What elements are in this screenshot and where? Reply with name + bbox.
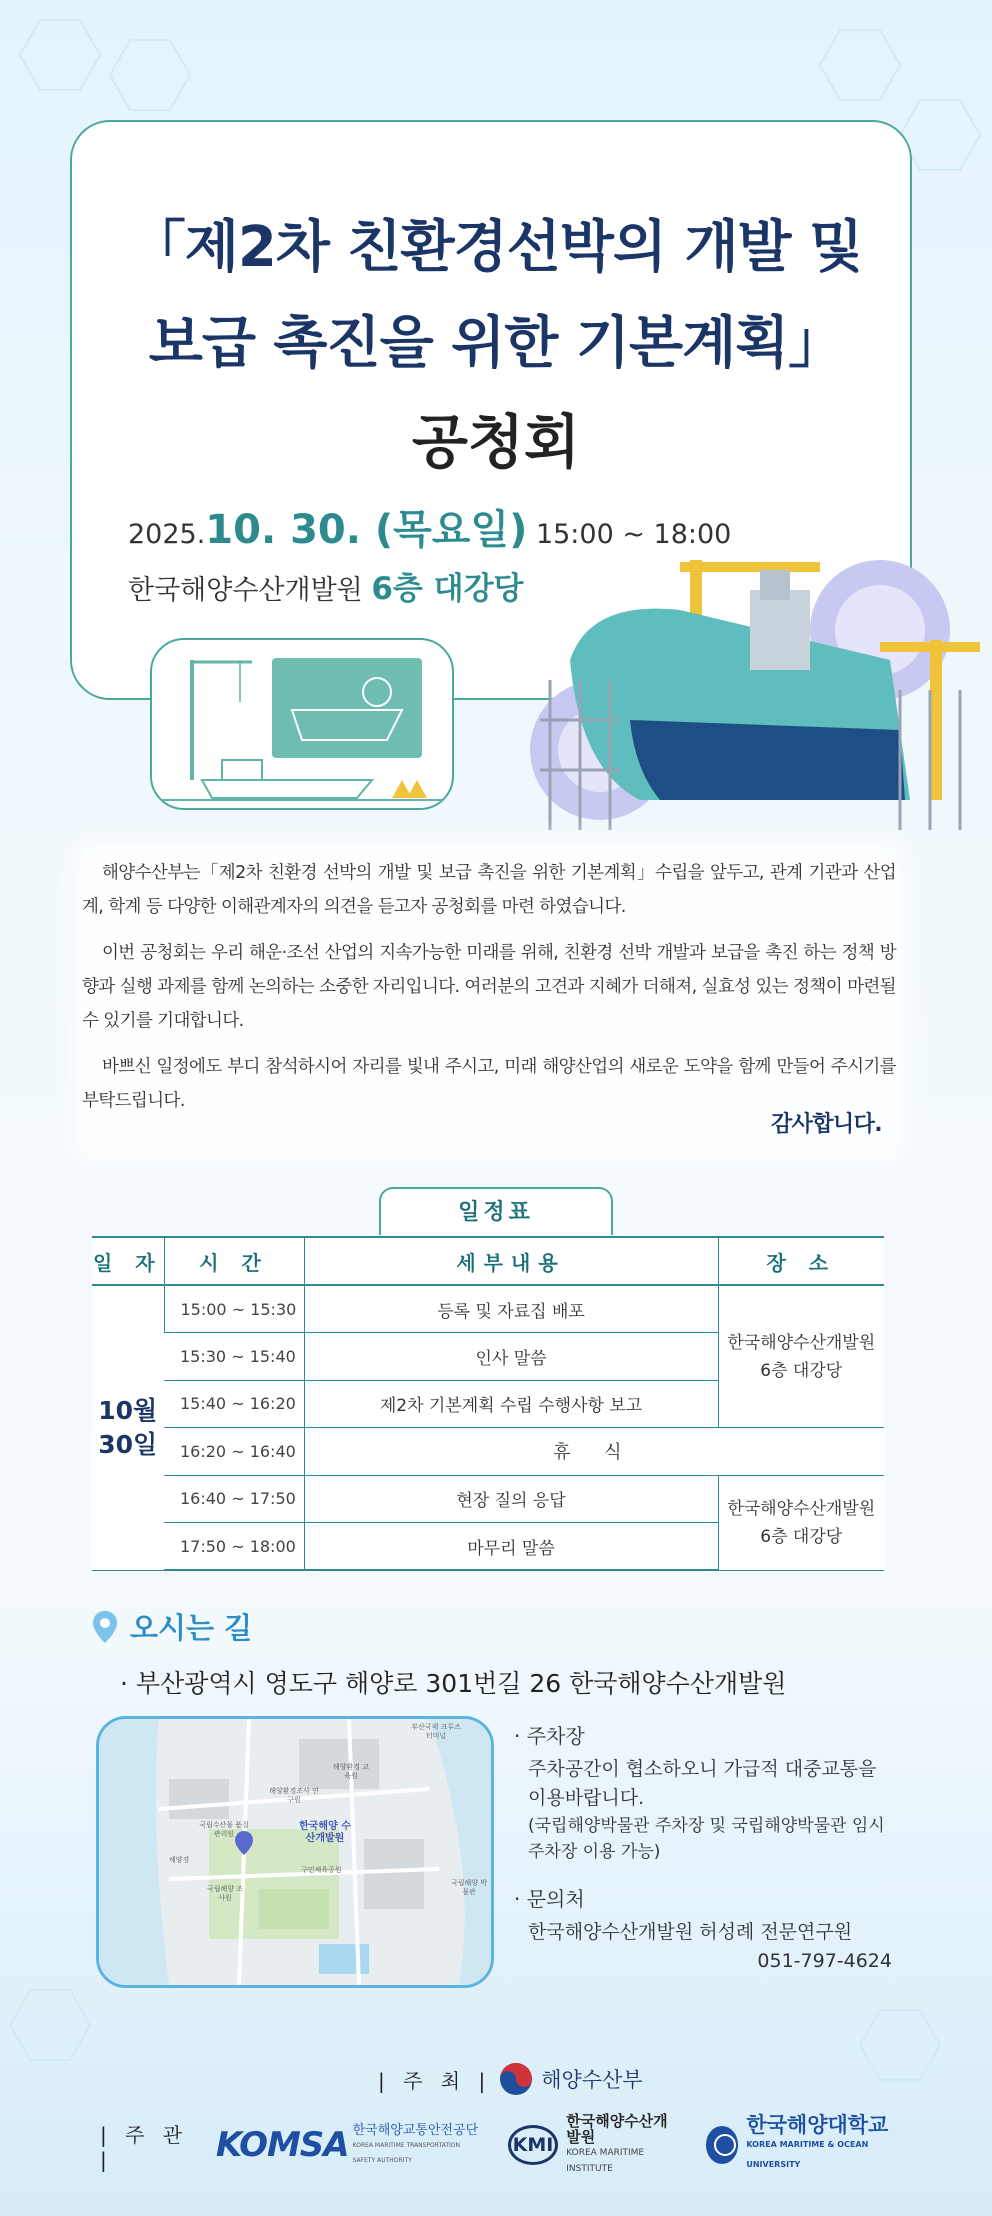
host-org: 해양수산부 xyxy=(541,2068,643,2092)
schedule-date xyxy=(92,1285,164,1570)
place-hall: 6층 대강당 xyxy=(760,1360,843,1381)
row-time: 16:20 ~ 16:40 xyxy=(164,1428,304,1476)
parking-note: (국립해양박물관 주차장 및 국립해양박물관 임시 주차장 이용 가능) xyxy=(528,1816,885,1862)
place-hall: 6층 대강당 xyxy=(760,1526,843,1547)
kmi-mark: KMI xyxy=(508,2125,558,2165)
intro-paragraph-2: 이번 공청회는 우리 해운·조선 산업의 지속가능한 미래를 위해, 친환경 선박 개발과 보급을 촉진 하는 정책 방향과 실행 과제를 함께 논의하는 소중한 자리입니다. 여러분의 고견과 지혜가 더해져, 실효성 있는 정책이 마련될 수 있기를 기대합니다. xyxy=(82,943,896,1031)
location-pin-icon xyxy=(92,1610,118,1644)
event-time: 15:00 ~ 18:00 xyxy=(535,519,732,550)
directions-heading xyxy=(92,1606,252,1647)
kmou-sub: KOREA MARITIME & OCEAN UNIVERSITY xyxy=(746,2140,869,2169)
map-label-park: 구민체육공원 xyxy=(301,1866,342,1874)
contact-title: · 문의처 xyxy=(514,1887,585,1911)
kmou-emblem-icon xyxy=(706,2126,739,2164)
header-content: 세부내용 xyxy=(304,1237,718,1285)
row-content: 제2차 기본계획 수립 수행사항 보고 xyxy=(304,1380,718,1428)
date-day: 30일 xyxy=(98,1429,158,1459)
parking-text: 주차공간이 협소하오니 가급적 대중교통을 이용바랍니다. xyxy=(528,1758,877,1809)
row-content: 마무리 말씀 xyxy=(304,1523,718,1571)
map-label-terminal: 부산국제 크루즈터미널 xyxy=(411,1723,461,1740)
header-time: 시 간 xyxy=(164,1237,304,1285)
table-row xyxy=(92,1475,884,1523)
map-graphic xyxy=(99,1719,491,1985)
table-row xyxy=(92,1285,884,1333)
intro-paragraph-3: 바쁘신 일정에도 부디 참석하시어 자리를 빛내 주시고, 미래 해양산업의 새로운 도약을 함께 만들어 주시기를 부탁드립니다. xyxy=(82,1057,896,1111)
address-text: · 부산광역시 영도구 해양로 301번길 26 한국해양수산개발원 xyxy=(120,1669,787,1698)
title-line-3: 공청회 xyxy=(411,408,581,476)
event-venue xyxy=(128,563,524,608)
row-time: 16:40 ~ 17:50 xyxy=(164,1475,304,1523)
row-content: 휴 식 xyxy=(304,1428,884,1476)
row-content: 등록 및 자료집 배포 xyxy=(304,1285,718,1333)
blueprint-icon xyxy=(152,640,452,808)
host-line xyxy=(378,2062,643,2096)
location-map[interactable] xyxy=(96,1716,494,1988)
map-label-edu: 해양환경 교육원 xyxy=(332,1763,370,1780)
row-place xyxy=(718,1475,884,1570)
event-title xyxy=(0,200,992,492)
row-time: 17:50 ~ 18:00 xyxy=(164,1523,304,1571)
kmi-name: 한국해양수산개발원 xyxy=(566,2112,668,2146)
map-label-police: 해양경 xyxy=(169,1856,190,1864)
ship-construction-illustration xyxy=(520,540,990,840)
row-time: 15:40 ~ 16:20 xyxy=(164,1380,304,1428)
intro-paragraph-1: 해양수산부는「제2차 친환경 선박의 개발 및 보급 촉진을 위한 기본계획」수립을 앞두고, 관계 기관과 산업계, 학계 등 다양한 이해관계자의 의견을 듣고자 공청회를 마련 하였습니다. xyxy=(82,863,896,917)
schedule-table xyxy=(92,1236,884,1571)
intro-text xyxy=(82,848,896,1156)
organizers xyxy=(100,2112,900,2174)
contact-phone[interactable]: 051-797-4624 xyxy=(757,1950,892,1972)
kmou-logo xyxy=(706,2115,900,2175)
host-label: | 주 최 | xyxy=(378,2068,492,2093)
event-year: 2025. xyxy=(128,519,206,550)
map-label-museum: 국립해양 박물관 xyxy=(450,1879,488,1896)
row-content: 인사 말씀 xyxy=(304,1333,718,1381)
contact-name: 한국해양수산개발원 허성례 전문연구원 xyxy=(528,1921,853,1943)
schedule-title: 일정표 xyxy=(379,1187,613,1235)
komsa-name: 한국해양교통안전공단 xyxy=(352,2122,479,2138)
title-line-1: 「제2차 친환경선박의 개발 및 xyxy=(129,215,863,280)
organizer-label: | 주 관 | xyxy=(100,2122,189,2172)
place-institute: 한국해양수산개발원 xyxy=(727,1332,876,1353)
header-date: 일 자 xyxy=(92,1237,164,1285)
table-header-row xyxy=(92,1237,884,1285)
header-place: 장 소 xyxy=(718,1237,884,1285)
parking-title: · 주차장 xyxy=(514,1724,585,1748)
row-time: 15:00 ~ 15:30 xyxy=(164,1285,304,1333)
row-content: 현장 질의 응답 xyxy=(304,1475,718,1523)
venue-institute: 한국해양수산개발원 xyxy=(128,575,363,606)
directions-title: 오시는 길 xyxy=(130,1611,253,1645)
map-label-kmi: 한국해양 수산개발원 xyxy=(299,1821,351,1844)
ship-blueprint-illustration xyxy=(150,638,454,810)
visit-info xyxy=(514,1722,894,1976)
row-place xyxy=(718,1285,884,1428)
map-label-survey: 해양환경조사 연구원 xyxy=(269,1787,319,1804)
kmou-name: 한국해양대학교 xyxy=(746,2113,889,2137)
thanks-text: 감사합니다. xyxy=(770,1112,882,1137)
komsa-sub: KOREA MARITIME TRANSPORTATION SAFETY AUTHORITY xyxy=(352,2141,460,2164)
kmi-logo xyxy=(508,2113,678,2177)
taegeuk-icon xyxy=(499,2062,533,2096)
map-label-quality: 국립수산물 품질관리원 xyxy=(199,1821,249,1838)
table-row xyxy=(92,1428,884,1476)
title-line-2: 보급 촉진을 위한 기본계획」 xyxy=(148,311,844,376)
row-time: 15:30 ~ 15:40 xyxy=(164,1333,304,1381)
kmi-sub: KOREA MARITIME INSTITUTE xyxy=(566,2148,645,2174)
komsa-mark: KOMSA xyxy=(215,2125,349,2165)
event-day: 10. 30. (목요일) xyxy=(205,507,528,553)
map-label-ocean: 국립해양 조사원 xyxy=(206,1885,244,1902)
komsa-logo xyxy=(216,2123,480,2168)
venue-hall: 6층 대강당 xyxy=(371,571,524,607)
date-month: 10월 xyxy=(98,1395,158,1425)
place-institute: 한국해양수산개발원 xyxy=(727,1498,876,1519)
